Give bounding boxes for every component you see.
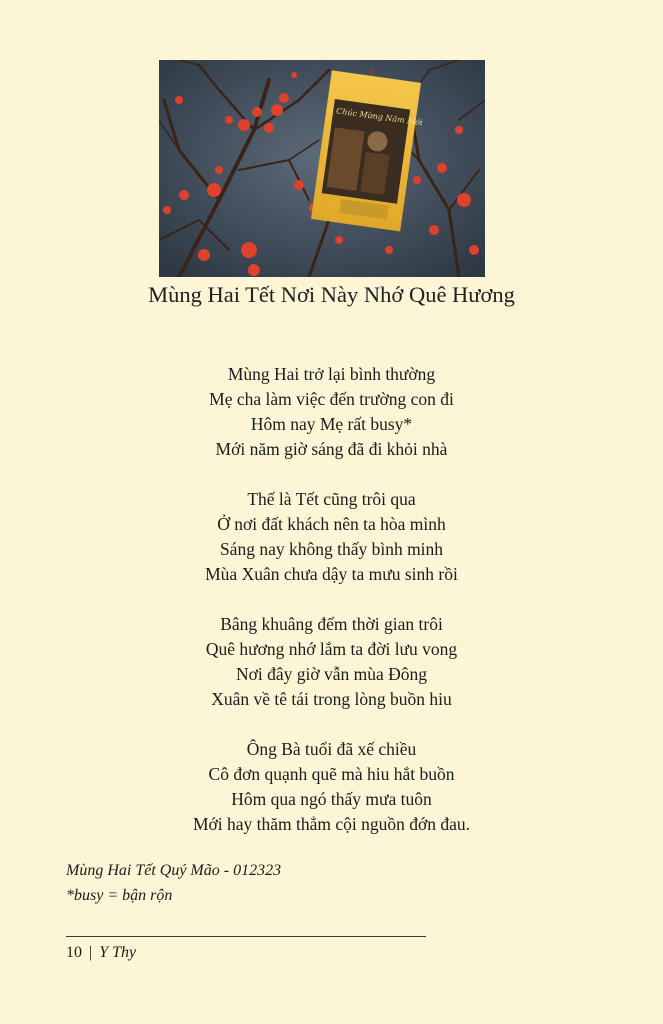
poem-line: Hôm nay Mẹ rất busy* [250,414,413,434]
stanza [0,737,663,837]
poem-line: Thế là Tết cũng trôi qua [247,489,416,509]
stanza [0,487,663,587]
poem-notes [66,858,281,908]
poem-line: Mùng Hai trở lại bình thường [227,364,436,384]
poem-line: Cô đơn quạnh quẽ mà hiu hắt buồn [208,764,455,784]
stanza [0,612,663,712]
svg-text:Chúc Mừng Năm Mới: Chúc Mừng Năm Mới [335,106,424,128]
poem-line: Mới năm giờ sáng đã đi khỏi nhà [215,439,448,459]
footer-separator: | [89,944,93,961]
poem-line: Mới hay thăm thẳm cội nguồn đớn đau. [192,814,471,834]
poem-line: Mùa Xuân chưa dậy ta mưu sinh rồi [205,564,458,584]
page-footer [66,944,136,962]
poem-line: Quê hương nhớ lắm ta đời lưu vong [205,639,458,659]
poem-line: Sáng nay không thấy bình minh [219,539,444,559]
date-line: Mùng Hai Tết Quý Mão - 012323 [66,862,282,879]
apricot-blossom-photo [159,60,485,277]
poem-line: Nơi đây giờ vẫn mùa Đông [235,664,428,684]
stanza [0,362,663,462]
poem-line: Bâng khuâng đếm thời gian trôi [220,614,443,634]
page-number: 10 [66,944,82,961]
poem-body [0,362,663,862]
poem-line: Xuân về tê tái trong lòng buồn hiu [211,689,452,709]
cover-photo [159,60,485,277]
poem-line: Hôm qua ngó thấy mưa tuôn [231,789,432,809]
footnote: *busy = bận rộn [66,887,173,904]
poem-line: Ở nơi đất khách nên ta hòa mình [217,514,446,534]
author-name: Y Thy [99,944,137,961]
poem-title: Mùng Hai Tết Nơi Này Nhớ Quê Hương [148,282,515,307]
poem-line: Ông Bà tuổi đã xế chiều [246,739,417,759]
poem-line: Mẹ cha làm việc đến trường con đi [209,389,454,409]
footer-rule [66,936,426,937]
